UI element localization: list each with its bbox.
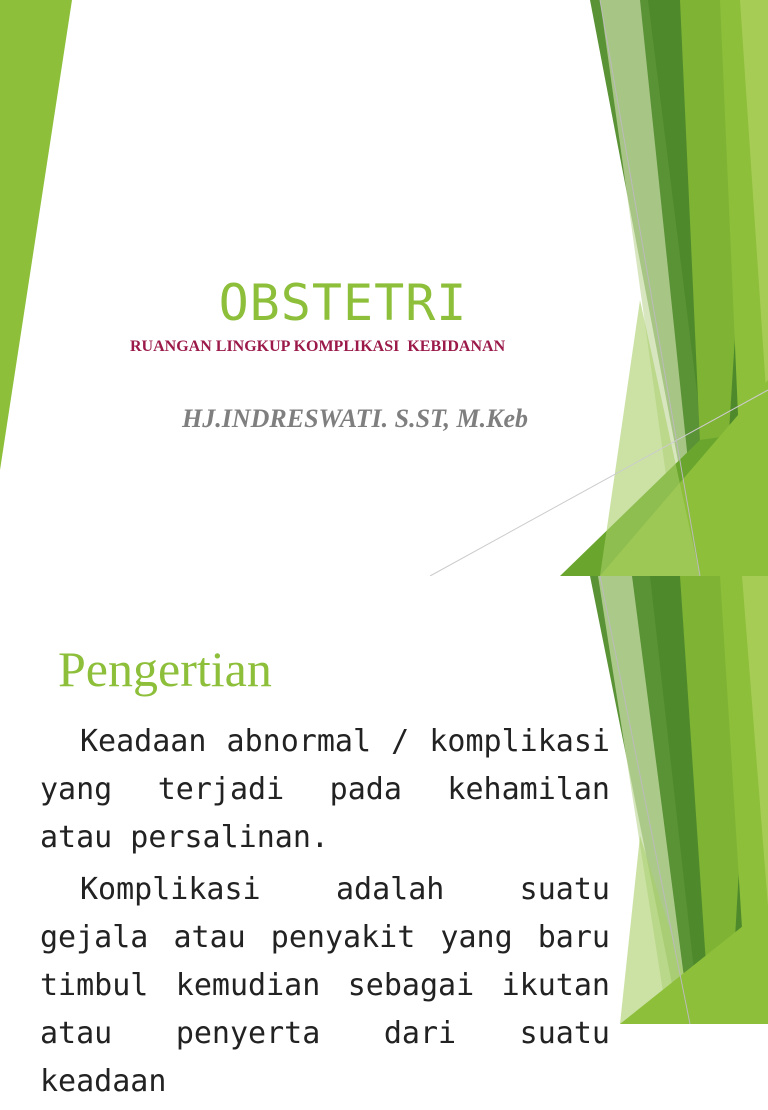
slide-subtitle: RUANGAN LINGKUP KOMPLIKASI KEBIDANAN — [130, 338, 506, 355]
author-name: HJ.INDRESWATI. S.ST, M.Keb — [182, 404, 529, 433]
paragraph: Komplikasi adalah suatu gejala atau penyakit yang baru timbul kemudian sebagai ikutan atau penyerta dari suatu keadaan — [40, 872, 610, 1099]
slide-title: OBSTETRI — [218, 274, 468, 332]
section-heading: Pengertian — [58, 641, 272, 697]
paragraph: Keadaan abnormal / komplikasi yang terjadi pada kehamilan atau persalinan. — [40, 724, 610, 855]
body-text — [40, 718, 610, 1110]
content-slide — [0, 576, 768, 1099]
